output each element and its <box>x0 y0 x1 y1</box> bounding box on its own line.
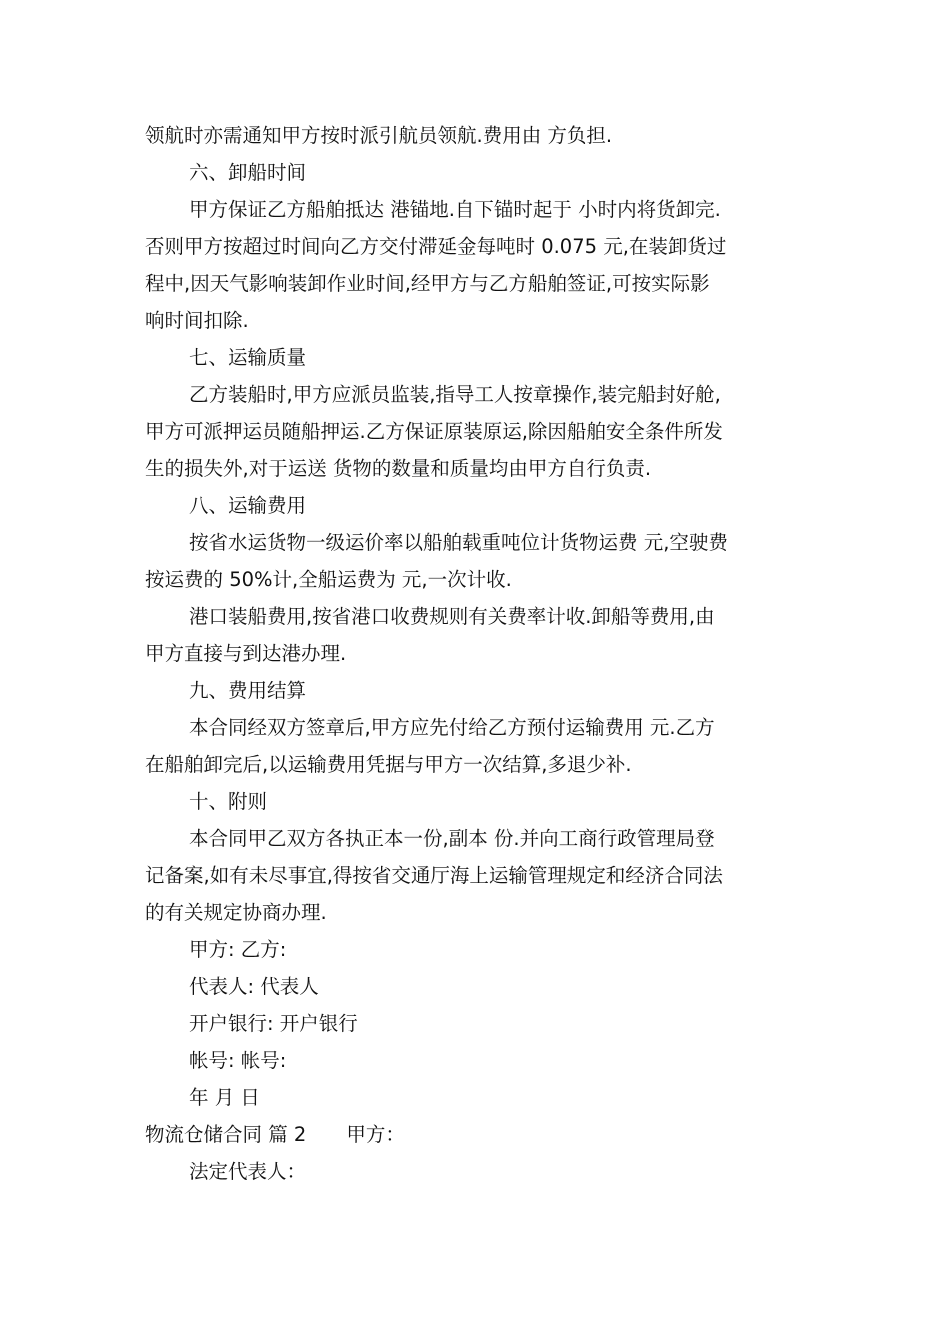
paragraph-line: 甲方可派押运员随船押运.乙方保证原装原运,除因船舶安全条件所发 <box>145 420 723 443</box>
signature-parties: 甲方: 乙方: <box>189 938 287 961</box>
paragraph-line: 乙方装船时,甲方应派员监装,指导工人按章操作,装完船封好舱, <box>189 383 721 406</box>
paragraph-line: 港口装船费用,按省港口收费规则有关费率计收.卸船等费用,由 <box>189 605 715 628</box>
paragraph-line: 按运费的 50%计,全船运费为 元,一次计收. <box>145 568 512 591</box>
signature-date: 年 月 日 <box>189 1086 260 1109</box>
paragraph-line: 生的损失外,对于运送 货物的数量和质量均由甲方自行负责. <box>145 457 652 480</box>
section-heading-unloading-time: 六、卸船时间 <box>189 161 307 184</box>
paragraph-line: 在船舶卸完后,以运输费用凭据与甲方一次结算,多退少补. <box>145 753 632 776</box>
signature-accounts: 帐号: 帐号: <box>189 1049 287 1072</box>
next-contract-title: 物流仓储合同 篇 2 <box>145 1123 307 1146</box>
paragraph-line: 领航时亦需通知甲方按时派引航员领航.费用由 方负担. <box>145 124 613 147</box>
section-heading-transport-quality: 七、运输质量 <box>189 346 307 369</box>
legal-representative-label: 法定代表人： <box>189 1160 307 1183</box>
paragraph-line: 本合同经双方签章后,甲方应先付给乙方预付运输费用 元.乙方 <box>189 716 715 739</box>
next-contract-title-line <box>145 1116 810 1153</box>
paragraph-line: 的有关规定协商办理. <box>145 901 327 924</box>
paragraph-line: 按省水运货物一级运价率以船舶载重吨位计货物运费 元,空驶费 <box>189 531 728 554</box>
paragraph-line: 甲方直接与到达港办理. <box>145 642 347 665</box>
section-heading-supplementary: 十、附则 <box>189 790 268 813</box>
party-a-label: 甲方： <box>346 1123 405 1146</box>
paragraph-line: 记备案,如有未尽事宜,得按省交通厅海上运输管理规定和经济合同法 <box>145 864 723 887</box>
paragraph-line: 程中,因天气影响装卸作业时间,经甲方与乙方船舶签证,可按实际影 <box>145 272 710 295</box>
paragraph-line: 否则甲方按超过时间向乙方交付滞延金每吨时 0.075 元,在装卸货过 <box>145 235 727 258</box>
section-heading-transport-fees: 八、运输费用 <box>189 494 307 517</box>
document-body <box>145 117 810 1190</box>
paragraph-line: 甲方保证乙方船舶抵达 港锚地.自下锚时起于 小时内将货卸完. <box>189 198 721 221</box>
signature-banks: 开户银行: 开户银行 <box>189 1012 358 1035</box>
paragraph-line: 本合同甲乙双方各执正本一份,副本 份.并向工商行政管理局登 <box>189 827 715 850</box>
paragraph-line: 响时间扣除. <box>145 309 249 332</box>
section-heading-settlement: 九、费用结算 <box>189 679 307 702</box>
signature-representatives: 代表人: 代表人 <box>189 975 319 998</box>
